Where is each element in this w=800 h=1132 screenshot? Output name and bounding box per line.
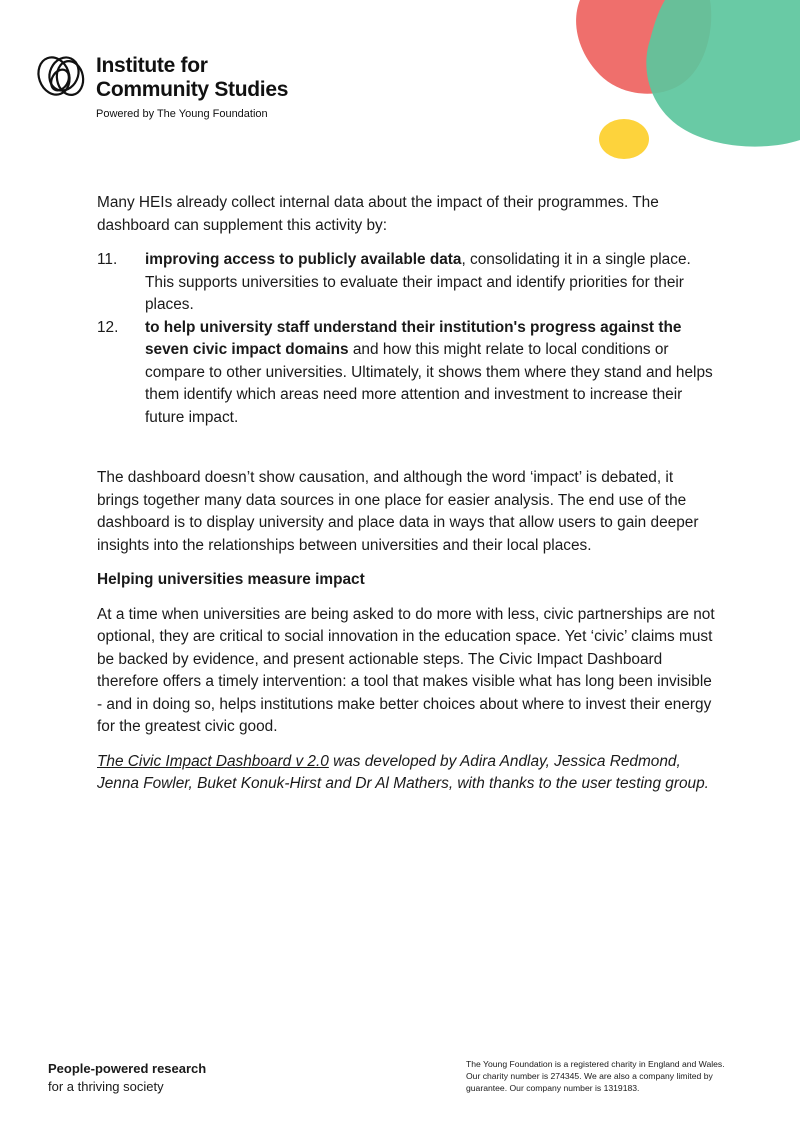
decorative-blobs	[570, 0, 800, 170]
footer-tagline	[48, 1060, 206, 1096]
charity-line2: Our charity number is 274345. We are also a company limited by	[466, 1071, 713, 1081]
list-item-number: 11.	[97, 251, 118, 268]
credits-paragraph	[97, 751, 717, 796]
logo-title-line2: Community Studies	[96, 78, 289, 101]
credits-text: was developed by Adira Andlay, Jessica Redmond, Jenna Fowler, Buket Konuk-Hirst and Dr Al Mathers, with thanks to the user testing group.	[97, 752, 709, 792]
main-content	[97, 192, 717, 796]
list-item-text: , consolidating it in a single place. This supports universities to evaluate their impact and identify priorities for their places.	[145, 251, 691, 313]
powered-by: Powered by The Young Foundation	[96, 108, 268, 120]
numbered-list	[97, 249, 717, 429]
green-blob	[646, 0, 800, 147]
list-item	[97, 249, 717, 317]
tagline-line2: for a thriving society	[48, 1079, 164, 1094]
list-item-text: and how this might relate to local conditions or compare to other universities. Ultimately, it shows them where they stand and helps them identify which areas need more attention and investment to increase their future impact.	[145, 341, 713, 426]
charity-line3: guarantee. Our company number is 1319183.	[466, 1083, 640, 1093]
footer-charity-info	[466, 1058, 766, 1094]
tagline-line1: People-powered research	[48, 1061, 207, 1076]
list-item-bold: improving access to publicly available data	[145, 251, 462, 268]
yellow-blob	[599, 119, 649, 159]
dashboard-link[interactable]: The Civic Impact Dashboard v 2.0	[97, 752, 329, 770]
list-item	[97, 317, 717, 430]
logo-title-line1: Institute for	[96, 54, 208, 77]
intro-paragraph: Many HEIs already collect internal data about the impact of their programmes. The dashboard can supplement this activity by:	[97, 194, 659, 234]
civic-partnerships-paragraph: At a time when universities are being asked to do more with less, civic partnerships are not optional, they are critical to social innovation in the education space. Yet ‘civic’ claims must be backed by evidence, and present actionable steps. The Civic Impact Dashboard therefore offers a timely intervention: a tool that makes visible what has long been invisible - and in doing so, helps institutions make better choices about where to invest their energy for the greatest civic good.	[97, 605, 715, 735]
list-item-bold: to help university staff understand their institution's progress against the seven civic impact domains	[145, 318, 682, 358]
causation-paragraph: The dashboard doesn’t show causation, and although the word ‘impact’ is debated, it brings together many data sources in one place for easier analysis. The end use of the dashboard is to display university and place data in ways that allow users to gain deeper insights into the relationships between universities and their local places.	[97, 469, 699, 554]
logo-rings-icon	[36, 52, 90, 100]
list-item-number: 12.	[97, 318, 119, 336]
section-heading: Helping universities measure impact	[97, 571, 365, 588]
charity-line1: The Young Foundation is a registered charity in England and Wales.	[466, 1059, 725, 1069]
